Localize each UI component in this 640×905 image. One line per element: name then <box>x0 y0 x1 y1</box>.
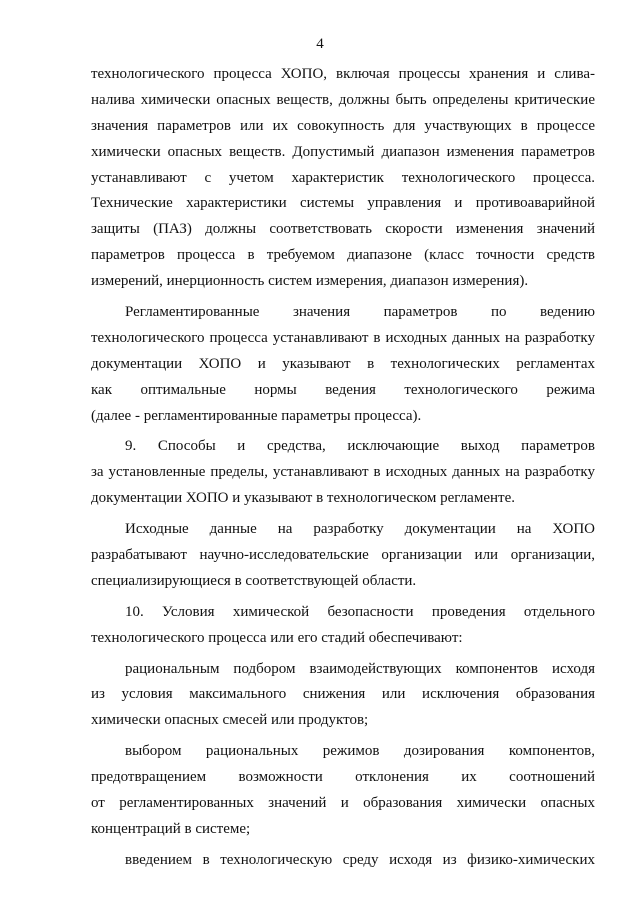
text-line: параметров процесса в требуемом диапазоне (класс точности средств <box>91 247 595 264</box>
document-body <box>91 62 595 874</box>
page-number: 4 <box>316 36 324 52</box>
text-line: предотвращением возможности отклонения их соотношений <box>91 769 595 786</box>
text-line: как оптимальные нормы ведения технологического режима <box>91 381 595 398</box>
paragraph-6 <box>91 657 595 735</box>
paragraph-5 <box>91 600 595 652</box>
text-line: специализирующиеся в соответствующей области. <box>91 572 417 589</box>
text-line: технологического процесса или его стадий обеспечивают: <box>91 629 463 646</box>
text-line: из условия максимального снижения или исключения образования <box>91 686 595 703</box>
paragraph-4 <box>91 517 595 595</box>
text-line: измерений, инерционность систем измерения, диапазон измерения). <box>91 273 529 290</box>
text-line: значения параметров или их совокупность для участвующих в процессе <box>91 117 595 134</box>
text-line: налива химически опасных веществ, должны быть определены критические <box>91 91 595 108</box>
text-line: технологического процесса ХОПО, включая процессы хранения и слива- <box>91 66 595 82</box>
text-line: защиты (ПАЗ) должны соответствовать скорости изменения значений <box>91 221 595 238</box>
text-line: Регламентированные значения параметров по ведению <box>125 304 595 321</box>
text-line: выбором рациональных режимов дозирования компонентов, <box>125 743 595 760</box>
paragraph-1 <box>91 62 595 295</box>
text-line: рациональным подбором взаимодействующих компонентов исходя <box>125 660 595 677</box>
paragraph-2 <box>91 300 595 429</box>
text-line: разрабатывают научно-исследовательские организации или организации, <box>91 547 595 564</box>
text-line: устанавливают с учетом характеристик технологического процесса. <box>91 169 595 186</box>
paragraph-3 <box>91 434 595 512</box>
text-line: за установленные пределы, устанавливают в исходных данных на разработку <box>91 464 595 481</box>
text-line: концентраций в системе; <box>91 820 251 837</box>
text-line: химически опасных веществ. Допустимый диапазон изменения параметров <box>91 143 595 160</box>
text-line: введением в технологическую среду исходя из физико-химических <box>125 851 595 868</box>
text-line: от регламентированных значений и образования химически опасных <box>91 795 595 812</box>
text-line: документации ХОПО и указывают в технологических регламентах <box>91 355 595 372</box>
paragraph-7 <box>91 739 595 843</box>
text-line: технологического процесса устанавливают в исходных данных на разработку <box>91 329 595 346</box>
text-line: химически опасных смесей или продуктов; <box>91 712 369 729</box>
text-line: 10. Условия химической безопасности проведения отдельного <box>125 603 595 620</box>
text-line: Исходные данные на разработку документации на ХОПО <box>125 521 595 538</box>
paragraph-8 <box>91 848 595 874</box>
text-line: Технические характеристики системы управления и противоаварийной <box>91 195 595 212</box>
text-line: документации ХОПО и указывают в технологическом регламенте. <box>91 490 515 507</box>
text-line: (далее - регламентированные параметры процесса). <box>91 407 422 424</box>
text-line: 9. Способы и средства, исключающие выход параметров <box>125 438 595 455</box>
